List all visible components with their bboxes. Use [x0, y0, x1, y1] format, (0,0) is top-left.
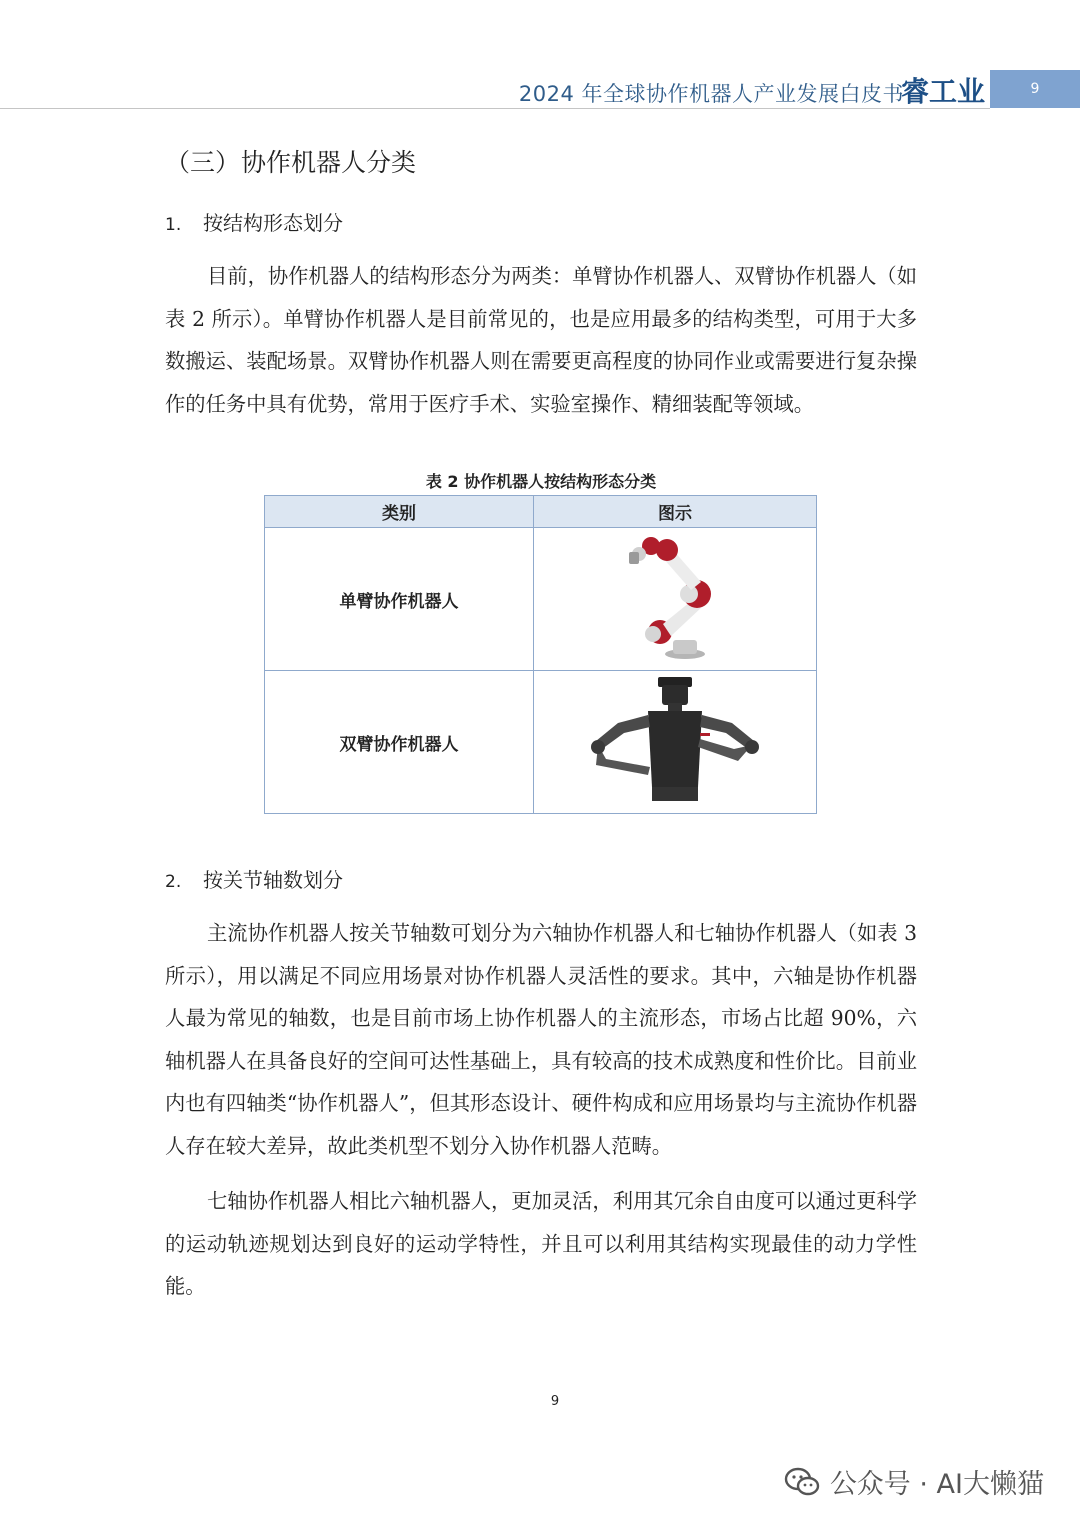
header-brand: 睿工业	[900, 75, 985, 108]
header-category: 类别	[265, 496, 534, 528]
category-cell: 双臂协作机器人	[265, 671, 534, 814]
header-page-number: 9	[990, 70, 1080, 108]
subheading-number: 1.	[165, 215, 182, 235]
subheading-title: 按结构形态划分	[203, 211, 343, 235]
section-title: 协作机器人分类	[241, 148, 417, 177]
table-caption: 表 2 协作机器人按结构形态分类	[425, 472, 657, 491]
dual-arm-robot-image	[588, 675, 763, 805]
subheading-title: 按关节轴数划分	[203, 868, 343, 892]
table-row	[265, 528, 817, 671]
footer-page-number: 9	[550, 1394, 560, 1409]
paragraph-structure: 目前，协作机器人的结构形态分为两类：单臂协作机器人、双臂协作机器人（如表 2 所示）。单臂协作机器人是目前常见的，也是应用最多的结构类型，可用于大多数搬运、装配场景。双臂协作机器人则在需要更高程度的协同作业或需要进行复杂操作的任务中具有优势，常用于医疗手术、实验室操作、精细装配等领域。	[165, 264, 917, 416]
subheading-number: 2.	[165, 872, 182, 892]
paragraph-axes: 主流协作机器人按关节轴数可划分为六轴协作机器人和七轴协作机器人（如表 3 所示），用以满足不同应用场景对协作机器人灵活性的要求。其中，六轴是协作机器人最为常见的轴数，也是目前市场上协作机器人的主流形态，市场占比超 90%，六轴机器人在具备良好的空间可达性基础上，具有较高的技术成熟度和性价比。目前业内也有四轴类“协作机器人”，但其形态设计、硬件构成和应用场景均与主流协作机器人存在较大差异，故此类机型不划分入协作机器人范畴。	[165, 921, 917, 1158]
watermark	[784, 1462, 1044, 1501]
illustration-cell	[534, 528, 817, 671]
wechat-icon	[784, 1467, 820, 1497]
table-row	[265, 671, 817, 814]
single-arm-robot-image	[615, 532, 735, 662]
subheading-structure	[165, 207, 343, 236]
category-cell: 单臂协作机器人	[265, 528, 534, 671]
header-illustration: 图示	[534, 496, 817, 528]
illustration-cell	[534, 671, 817, 814]
table-header-row	[265, 496, 817, 528]
watermark-text: 公众号 · AI大懒猫	[829, 1469, 1044, 1500]
section-number: （三）	[165, 148, 241, 177]
header-title: 2024 年全球协作机器人产业发展白皮书	[518, 82, 904, 106]
paragraph-seven-axis: 七轴协作机器人相比六轴机器人，更加灵活，利用其冗余自由度可以通过更科学的运动轨迹规划达到良好的运动学特性，并且可以利用其结构实现最佳的动力学性能。	[165, 1189, 917, 1298]
subheading-axes	[165, 864, 343, 893]
header-divider	[0, 108, 990, 109]
section-heading	[165, 143, 416, 179]
classification-table	[264, 495, 817, 814]
